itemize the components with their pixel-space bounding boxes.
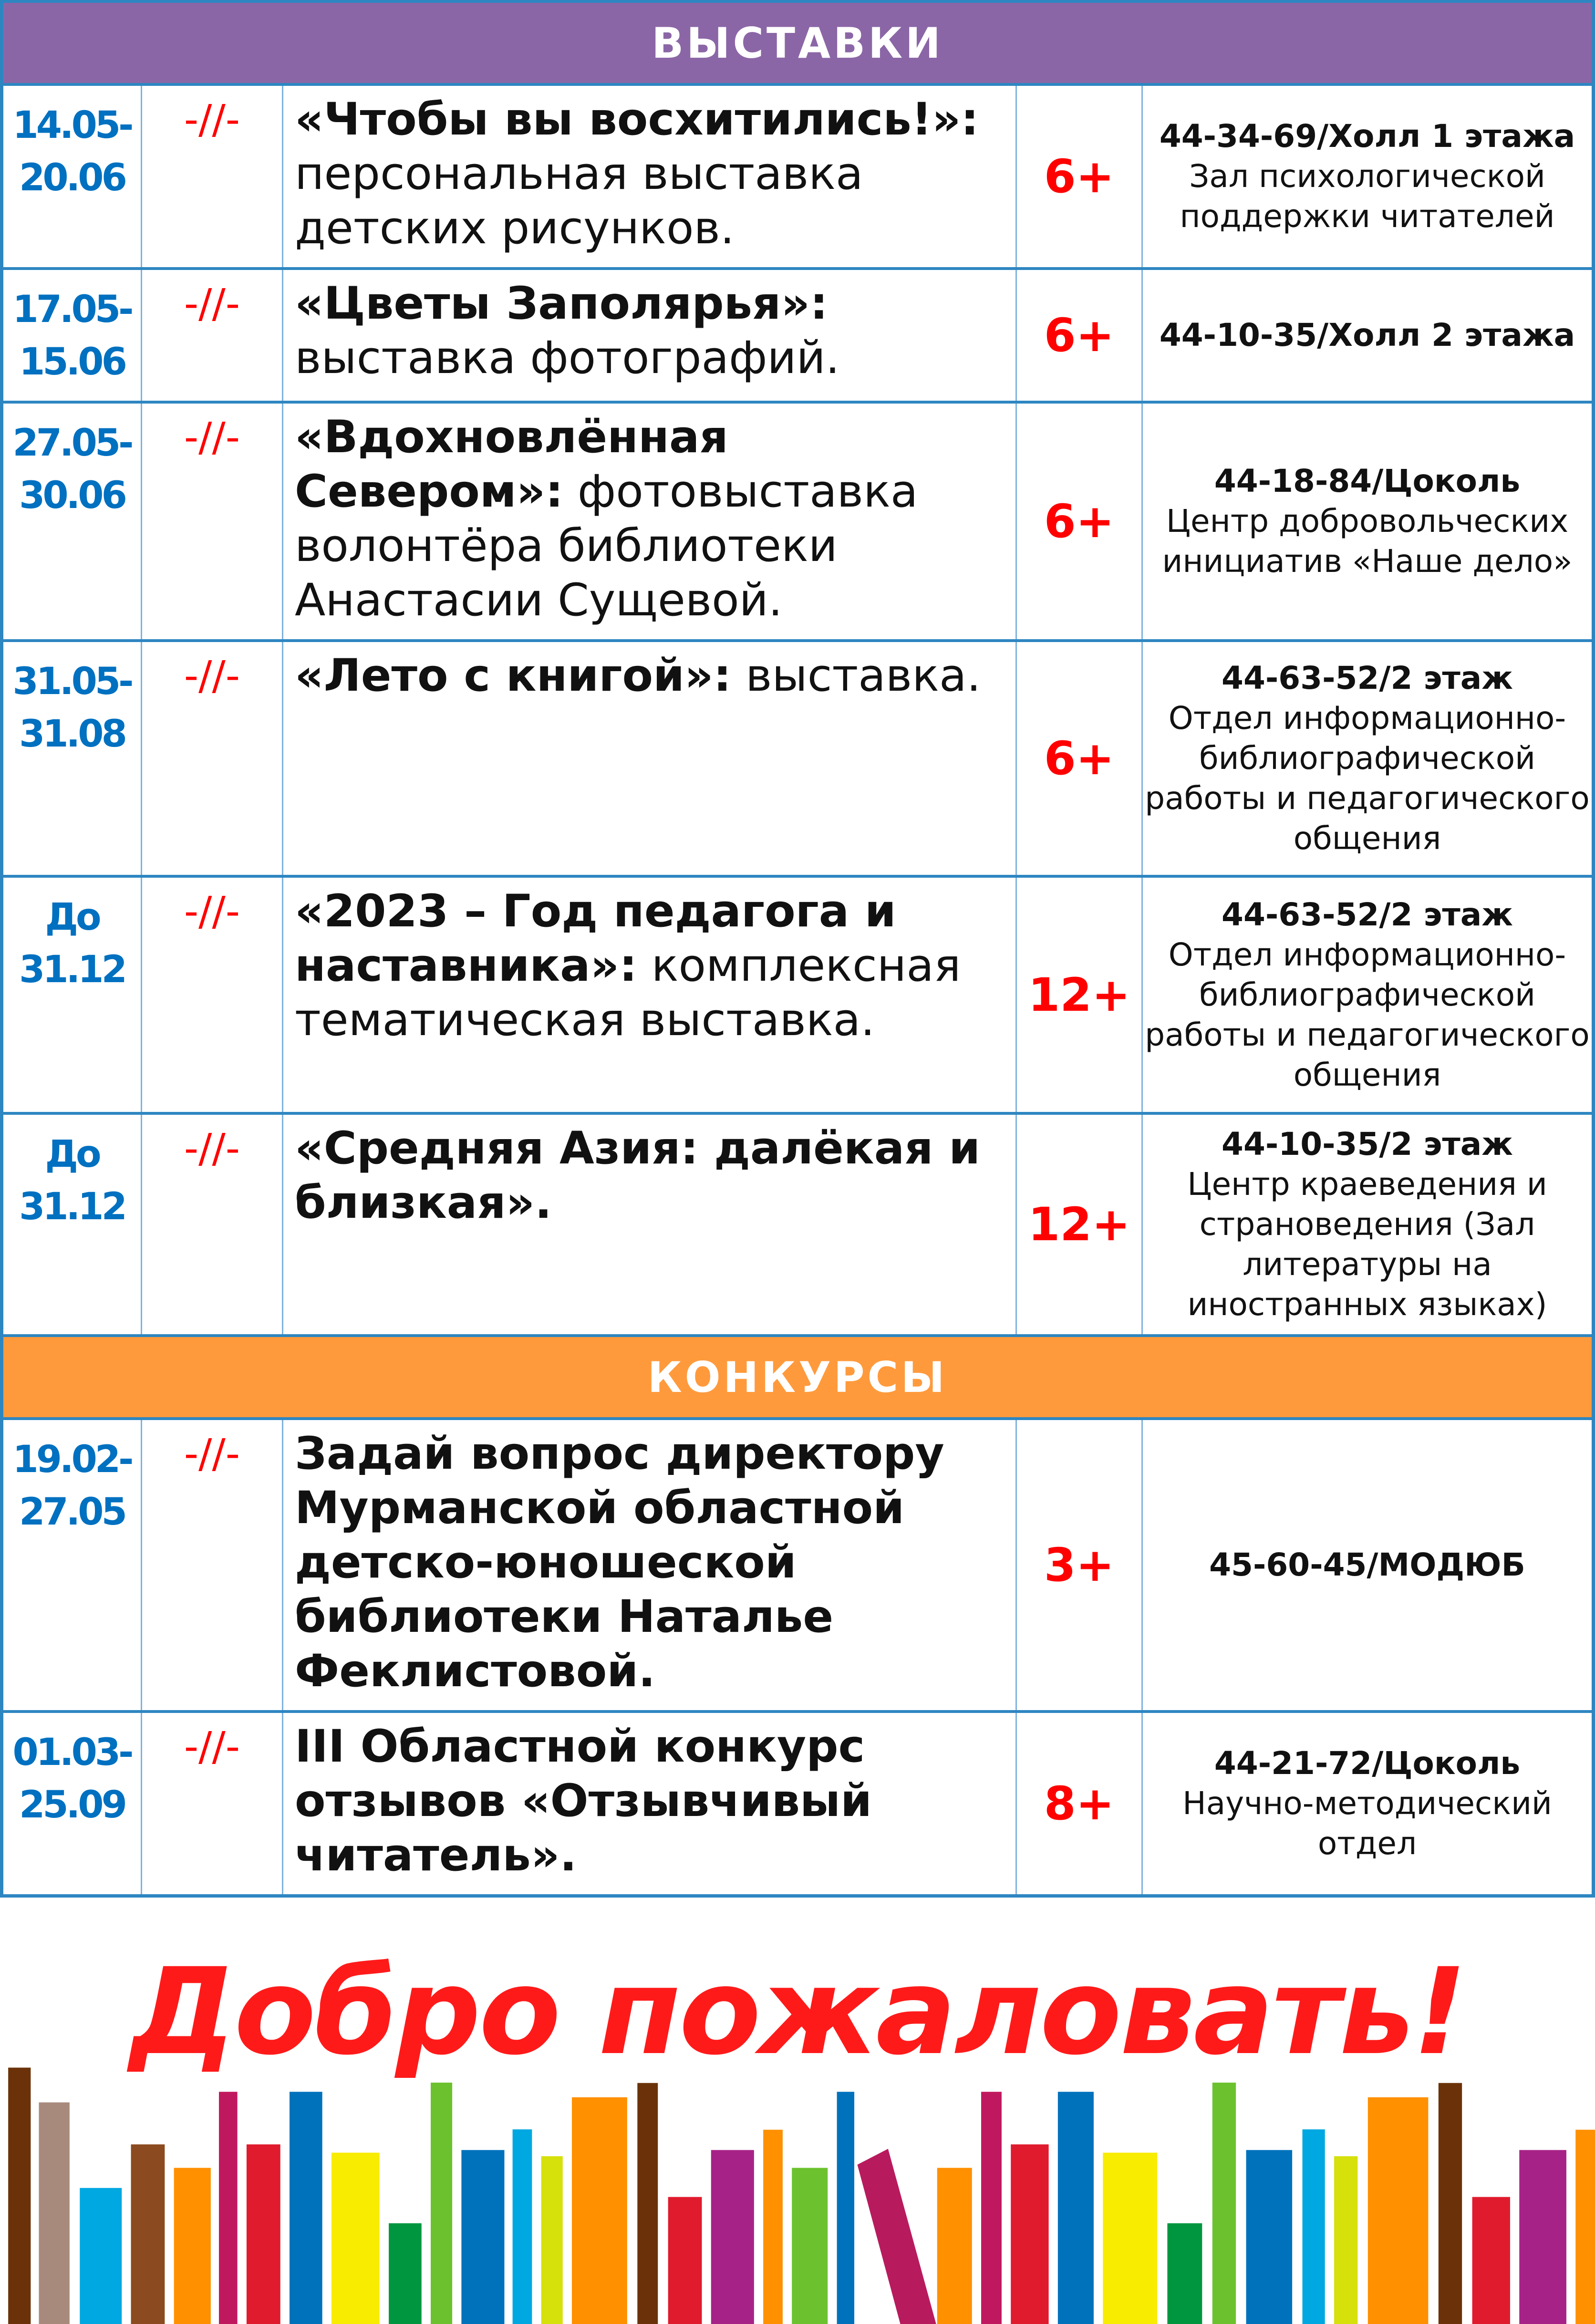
book-spine: [981, 2092, 1002, 2324]
age-rating: 12+: [1017, 1115, 1143, 1334]
date-end: 25.09: [19, 1784, 125, 1826]
event-title-cell: [283, 270, 1017, 401]
age-rating: 6+: [1017, 86, 1143, 267]
time-cell: -//-: [142, 270, 283, 401]
event-title-cell: [283, 1115, 1017, 1334]
date-start: 14.05-: [12, 104, 132, 147]
date-start: До: [45, 1133, 99, 1176]
department: Отдел информационно-библиографической работы и педагогического общения: [1145, 936, 1590, 1093]
location-cell: [1143, 86, 1592, 267]
table-row: [3, 1115, 1592, 1337]
department: Центр добровольческих инициатив «Наше дело»: [1162, 503, 1573, 580]
location-cell: [1143, 270, 1592, 401]
book-spine: [1439, 2083, 1462, 2324]
time-cell: -//-: [142, 86, 283, 267]
tilted-book-spine: [857, 2149, 936, 2324]
book-spine: [763, 2130, 783, 2324]
age-rating: 6+: [1017, 270, 1143, 401]
book-spine: [792, 2168, 828, 2324]
age-rating: 6+: [1017, 642, 1143, 875]
location-cell: [1143, 1115, 1592, 1334]
event-title: «Чтобы вы восхитились!»:: [295, 93, 979, 145]
book-spine: [1472, 2197, 1510, 2324]
event-description: выставка.: [731, 650, 981, 702]
book-spine: [937, 2168, 972, 2324]
table-row: [3, 878, 1592, 1115]
date-start: 01.03-: [12, 1731, 132, 1774]
time-cell: -//-: [142, 1713, 283, 1894]
books-decoration: [0, 2047, 1595, 2324]
department: Отдел информационно-библиографической работы и педагогического общения: [1145, 700, 1590, 857]
phone-location: 44-21-72/Цоколь: [1214, 1745, 1521, 1782]
event-title-cell: [283, 878, 1017, 1112]
book-spine: [1058, 2092, 1094, 2324]
department: Научно-методический отдел: [1182, 1785, 1552, 1862]
date-end: 31.12: [19, 948, 125, 991]
location-cell: [1143, 1713, 1592, 1894]
book-spine: [80, 2188, 122, 2324]
age-rating: 6+: [1017, 404, 1143, 639]
book-spine: [39, 2102, 70, 2324]
event-description: выставка фотографий.: [295, 332, 840, 384]
event-description: комплексная тематическая выставка.: [295, 940, 961, 1046]
location-cell: [1143, 878, 1592, 1112]
book-spine: [290, 2092, 322, 2324]
date-end: 31.08: [19, 713, 125, 756]
phone-location: 44-63-52/2 этаж: [1222, 660, 1513, 696]
phone-location: 44-18-84/Цоколь: [1214, 463, 1521, 499]
book-spine: [247, 2144, 280, 2324]
event-description: фотовыставка волонтёра библиотеки Анастасии Сущевой.: [295, 466, 918, 626]
time-cell: -//-: [142, 1115, 283, 1334]
book-spine: [1103, 2153, 1157, 2324]
age-rating: 12+: [1017, 878, 1143, 1112]
event-description: персональная выставка детских рисунков.: [295, 148, 863, 254]
event-title-cell: [283, 642, 1017, 875]
book-spine: [461, 2150, 504, 2324]
book-spine: [1575, 2130, 1595, 2324]
location-cell: [1143, 1420, 1592, 1710]
book-spine: [331, 2153, 380, 2324]
event-title: Задай вопрос директору Мурманской областной детско-юношеской библиотеки Наталье Феклистовой.: [295, 1428, 944, 1697]
phone-location: 45-60-45/МОДЮБ: [1209, 1546, 1525, 1583]
event-title-cell: [283, 1420, 1017, 1710]
book-spine: [711, 2150, 754, 2324]
book-spine: [389, 2223, 422, 2324]
welcome-banner: Добро пожаловать!: [130, 1942, 1465, 2081]
book-spine: [668, 2197, 702, 2324]
event-title: «Вдохновлённая Севером»:: [295, 411, 728, 518]
event-title: «2023 – Год педагога и наставника»:: [295, 885, 896, 992]
book-spine: [837, 2092, 854, 2324]
date-end: 31.12: [19, 1185, 125, 1228]
time-cell: -//-: [142, 878, 283, 1112]
book-spine: [637, 2083, 658, 2324]
event-title: «Средняя Азия: далёкая и близкая».: [295, 1122, 981, 1229]
date-cell: [3, 404, 142, 639]
book-spine: [8, 2068, 31, 2324]
date-cell: [3, 1115, 142, 1334]
time-cell: -//-: [142, 404, 283, 639]
date-cell: [3, 86, 142, 267]
date-start: 27.05-: [12, 422, 132, 465]
date-cell: [3, 270, 142, 401]
event-title-cell: [283, 1713, 1017, 1894]
table-row: [3, 1713, 1592, 1894]
book-spine: [431, 2083, 452, 2324]
table-row: [3, 404, 1592, 642]
book-spine: [1246, 2150, 1293, 2324]
table-row: [3, 270, 1592, 404]
phone-location: 44-10-35/Холл 2 этажа: [1159, 317, 1575, 353]
event-title-cell: [283, 86, 1017, 267]
age-rating: 8+: [1017, 1713, 1143, 1894]
time-cell: -//-: [142, 1420, 283, 1710]
event-title: «Лето с книгой»:: [295, 650, 732, 702]
date-end: 15.06: [19, 341, 125, 384]
table-row: [3, 642, 1592, 878]
book-spine: [174, 2168, 211, 2324]
section-header: КОНКУРСЫ: [3, 1337, 1592, 1420]
date-end: 30.06: [19, 474, 125, 517]
date-cell: [3, 642, 142, 875]
date-cell: [3, 1713, 142, 1894]
book-spine: [1519, 2150, 1566, 2324]
book-spine: [541, 2156, 563, 2324]
date-cell: [3, 878, 142, 1112]
date-start: 31.05-: [12, 660, 132, 703]
book-spine: [1303, 2129, 1325, 2324]
date-end: 20.06: [19, 156, 125, 199]
book-spine: [1368, 2097, 1429, 2324]
book-spine: [1212, 2083, 1236, 2324]
book-spine: [131, 2144, 165, 2324]
date-start: До: [45, 896, 99, 939]
date-cell: [3, 1420, 142, 1710]
book-spine: [1334, 2156, 1357, 2324]
date-end: 27.05: [19, 1491, 125, 1534]
location-cell: [1143, 404, 1592, 639]
phone-location: 44-10-35/2 этаж: [1222, 1126, 1513, 1162]
time-cell: -//-: [142, 642, 283, 875]
table-row: [3, 1420, 1592, 1713]
department: Зал психологической поддержки читателей: [1180, 158, 1555, 235]
phone-location: 44-63-52/2 этаж: [1222, 896, 1513, 933]
event-title-cell: [283, 404, 1017, 639]
department: Центр краеведения и страноведения (Зал литературы на иностранных языках): [1187, 1166, 1547, 1323]
phone-location: 44-34-69/Холл 1 этажа: [1159, 118, 1575, 155]
book-spine: [1011, 2144, 1048, 2324]
event-title: «Цветы Заполярья»:: [295, 278, 828, 330]
book-spine: [572, 2097, 627, 2324]
book-spine: [513, 2129, 532, 2324]
section-header: ВЫСТАВКИ: [3, 3, 1592, 86]
book-spine: [219, 2092, 238, 2324]
age-rating: 3+: [1017, 1420, 1143, 1710]
location-cell: [1143, 642, 1592, 875]
date-start: 17.05-: [12, 288, 132, 331]
event-title: III Областной конкурс отзывов «Отзывчивый читатель».: [295, 1721, 872, 1881]
table-row: [3, 86, 1592, 270]
date-start: 19.02-: [12, 1438, 132, 1481]
book-spine: [1167, 2223, 1202, 2324]
